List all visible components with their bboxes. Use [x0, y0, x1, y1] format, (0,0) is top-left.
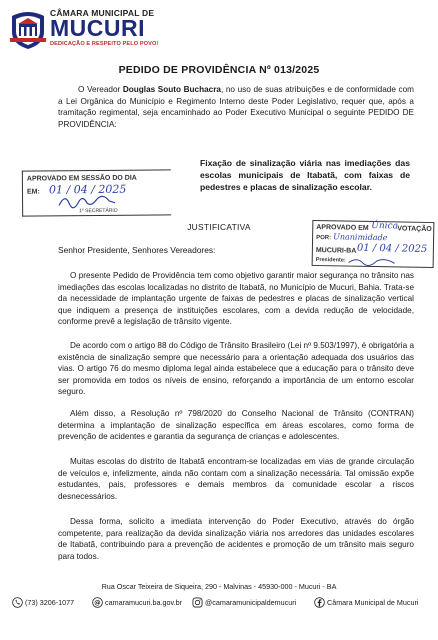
body-paragraph-4: Muitas escolas do distrito de Itabatã encontram-se localizadas em vias de grande circulação de veículos e, infelizmente, ainda não contam com a sinalização necessária. Tal omissão expõe estudantes, pais, professores e demais membros da comunidade escolar a riscos desnecessários.: [58, 457, 414, 501]
session-stamp-em: EM:: [26, 188, 40, 196]
voting-stamp-label: APROVADO EM: [316, 224, 369, 232]
voting-por-label: POR:: [316, 235, 332, 242]
phone-number: (73) 3206-1077: [25, 598, 75, 607]
document-title: PEDIDO DE PROVIDÊNCIA Nº 013/2025: [118, 64, 320, 76]
voting-date: 01 / 04 / 2025: [356, 242, 428, 255]
facebook-page: Câmara Municipal de Mucuri: [327, 598, 419, 607]
footer-website[interactable]: [92, 597, 182, 608]
greeting: Senhor Presidente, Senhores Vereadores:: [58, 245, 216, 255]
intro-paragraph: [58, 84, 414, 130]
session-stamp-date: 01 / 04 / 2025: [48, 182, 127, 197]
website-address: camaramucuri.ba.gov.br: [105, 598, 182, 607]
footer-address: Rua Oscar Teixeira de Siqueira, 290 - Malvinas - 45930-000 - Mucuri - BA: [101, 582, 337, 591]
phone-icon: [12, 597, 23, 608]
session-approval-stamp: [22, 169, 171, 216]
body-paragraph-5: Dessa forma, solicito a imediata intervenção do Poder Executivo, através do órgão competente, para realização da devida sinalização viária nos arredores das unidades escolares de Itabatã, contribuindo para a prevenção de acidentes e promoção de um trânsito mais seguro para todos.: [58, 517, 414, 561]
instagram-handle: @camaramunicipaldemucuri: [205, 598, 297, 607]
footer-instagram[interactable]: [192, 597, 296, 608]
logo-slogan: DEDICAÇÃO E RESPEITO PELO POVO!: [50, 41, 159, 47]
svg-text:@: @: [94, 598, 101, 607]
author-name: Douglas Souto Buchacra: [122, 85, 221, 94]
footer-phone[interactable]: [12, 597, 74, 608]
body-paragraph-1: O presente Pedido de Providência tem como objetivo garantir maior segurança no trânsito nas imediações das escolas localizadas no distrito de Itabatã, no Município de Mucuri, Bahia. Trata-se da necessidade de implantação urgente de faixas de pedestres e placas de sinalização vertical que indiquem a presença de instituições escolares, com a devida redução de velocidade, conforme prevê a legislação de trânsito vigente.: [58, 271, 414, 327]
secretary-label: 1º SECRETÁRIO: [79, 207, 118, 215]
president-signature-icon: [347, 255, 397, 268]
president-label: Presidente:: [315, 257, 346, 264]
voting-result: Unanimidade: [333, 232, 388, 243]
intro-text-end: , no uso de suas atribuições e de conformidade com a Lei Orgânica do Município e Regimento Interno deste Poder Legislativo, requer que, após a tramitação regimental, seja encaminhado ao Poder Executivo Municipal o seguinte PEDIDO DE PROVIDÊNCIA:: [58, 85, 414, 129]
instagram-icon: [192, 597, 203, 608]
voting-place: MUCURI-BA: [315, 247, 357, 255]
logo-top-line: CÂMARA MUNICIPAL DE: [50, 8, 155, 18]
chamber-emblem-icon: [8, 6, 48, 50]
voting-stamp-suffix: VOTAÇÃO: [397, 225, 432, 234]
body-paragraph-2: De acordo com o artigo 88 do Código de Trânsito Brasileiro (Lei nº 9.503/1997), é obrigatória a existência de sinalização sempre que necessário para a orientação adequada dos usuários das vias. O artigo 76 do mesmo diploma legal ainda estabelece que a educação para o trânsito deve ser promovida em todos os níveis de ensino, reforçando a importância de um entorno escolar seguro.: [58, 341, 414, 397]
justification-heading: JUSTIFICATIVA: [187, 222, 251, 232]
secretary-signature-icon: [57, 191, 117, 210]
logo-name: MUCURI: [50, 15, 145, 41]
footer-facebook[interactable]: [314, 597, 418, 608]
intro-text-start: O Vereador: [78, 85, 123, 94]
facebook-icon: [314, 597, 325, 608]
body-paragraph-3: Além disso, a Resolução nº 798/2020 do Conselho Nacional de Trânsito (CONTRAN) determina a implantação de sinalização específica em áreas escolares, como forma de prevenção de acidentes e garantia da segurança de crianças e adolescentes.: [58, 409, 414, 442]
footer-contacts: [12, 597, 432, 611]
web-icon: [92, 597, 103, 608]
voting-approval-stamp: [312, 220, 435, 268]
chamber-logo: [8, 6, 158, 50]
session-stamp-label: APROVADO EM SESSÃO DO DIA: [26, 174, 137, 183]
request-summary: Fixação de sinalização viária nas imediações das escolas municipais de Itabatã, com faixas de pedestres e placas de sinalização escolar.: [200, 158, 410, 192]
voting-type: Única: [371, 220, 399, 232]
